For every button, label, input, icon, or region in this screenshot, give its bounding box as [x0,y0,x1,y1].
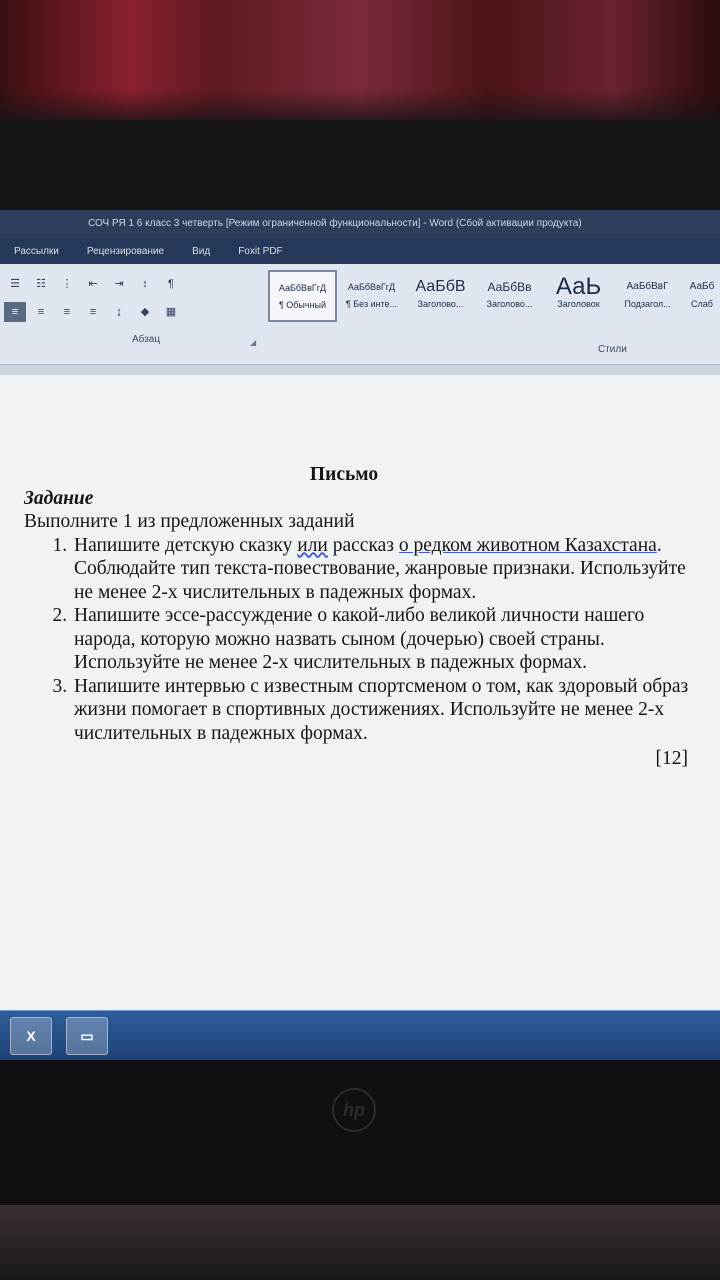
score: [12] [655,748,688,769]
shading-icon[interactable]: ◆ [140,306,150,318]
borders-icon[interactable]: ▦ [165,306,177,318]
line-spacing-icon[interactable]: ↨ [116,306,122,318]
style-name: Заголово... [486,299,533,309]
paragraph-group-label: Абзац [132,334,161,345]
style-name: Заголово... [417,299,464,309]
align-right-icon[interactable]: ≡ [63,306,71,318]
style-sample: АаБбВвГгД [278,283,327,293]
ruler [0,365,720,375]
style-heading-1[interactable] [406,270,475,322]
task-text: . Соблюдайте тип текста-повествование, жанровые признаки. Используйте не менее 2-х числительных в падежных формах. [74,534,686,603]
style-sample: АаЬ [555,275,602,299]
excel-label: X [26,1028,36,1044]
paragraph-toolbar-row-2 [4,302,182,322]
style-sample: АаБбВ [415,278,466,295]
ribbon-tabs [0,238,720,264]
justify-icon[interactable]: ≡ [89,306,97,318]
document-heading: Задание [24,487,94,509]
paragraph-dialog-launcher-icon[interactable]: ◢ [250,338,257,347]
task-item [72,534,694,605]
tab-view[interactable]: Вид [192,245,211,257]
task-item: 3. Напишите интервью с известным спортсменом о том, как здоровый образ жизни помогает в спортивных достижениях. Используйте не менее 2-х числительных в падежных формах. [72,675,694,746]
document-instruction: Выполните 1 из предложенных заданий [24,511,355,532]
increase-indent-icon[interactable]: ⇥ [114,278,124,290]
laptop-lower-bezel [0,1060,720,1280]
multilevel-list-icon[interactable]: ⋮ [61,278,73,290]
taskbar [0,1010,720,1060]
keyboard-edge [0,1205,720,1280]
style-sample: АаБбВвГгД [347,282,396,292]
file-explorer-icon[interactable]: ▭ [66,1017,108,1055]
task-list [24,534,694,746]
document-title: Письмо [309,464,379,485]
style-name: ¶ Обычный [278,300,327,310]
ribbon [0,264,720,365]
style-title[interactable] [544,270,613,322]
hp-logo: hp [332,1088,376,1132]
document-page[interactable] [0,375,720,1010]
style-name: Слаб [691,299,713,309]
styles-gallery [268,270,720,326]
tab-foxit-pdf[interactable]: Foxit PDF [238,245,283,257]
laptop-screen [0,210,720,1060]
decrease-indent-icon[interactable]: ⇤ [88,278,98,290]
style-name: Заголовок [557,299,600,309]
paragraph-toolbar-row-1 [4,274,182,294]
pilcrow-icon[interactable]: ¶ [168,278,174,290]
style-name: ¶ Без инте... [345,299,398,309]
sort-icon[interactable]: ↕ [142,278,148,290]
window-title: СОЧ РЯ 1 6 класс 3 четверть [Режим ограниченной функциональности] - Word (Сбой активации продукта) [0,210,720,238]
task-text: Напишите детскую сказку [74,534,298,556]
tab-mailings[interactable]: Рассылки [14,245,59,257]
paragraph-group [0,268,262,348]
styles-group-label: Стили [598,344,627,355]
document-body[interactable] [24,463,694,771]
style-normal[interactable] [268,270,337,322]
align-left-icon[interactable]: ≡ [4,302,26,322]
task-item: 2. Напишите эссе-рассуждение о какой-либо великой личности нашего народа, которую можно назвать сыном (дочерью) своей страны. Используйте не менее 2-х числительных в падежных формах. [72,604,694,675]
style-no-spacing[interactable] [337,270,406,322]
style-subtitle[interactable] [613,270,682,322]
align-center-icon[interactable]: ≡ [37,306,45,318]
numbering-icon[interactable]: ☷ [36,278,46,290]
background-blankets [0,0,720,130]
bullets-icon[interactable]: ☰ [10,278,20,290]
style-sample: АаБбВв [487,280,532,294]
excel-icon[interactable] [10,1017,52,1055]
style-sample: АаБб [689,281,715,292]
grammar-flagged-word: или [297,534,328,556]
underlined-phrase: о редком животном Казахстана [398,534,657,556]
tab-review[interactable]: Рецензирование [86,245,165,257]
style-name: Подзагол... [624,299,671,309]
laptop-top-bezel [0,120,720,220]
task-text: рассказ [327,534,399,556]
style-heading-2[interactable] [475,270,544,322]
style-subtle-emphasis[interactable] [682,270,720,322]
style-sample: АаБбВвГ [626,281,669,292]
